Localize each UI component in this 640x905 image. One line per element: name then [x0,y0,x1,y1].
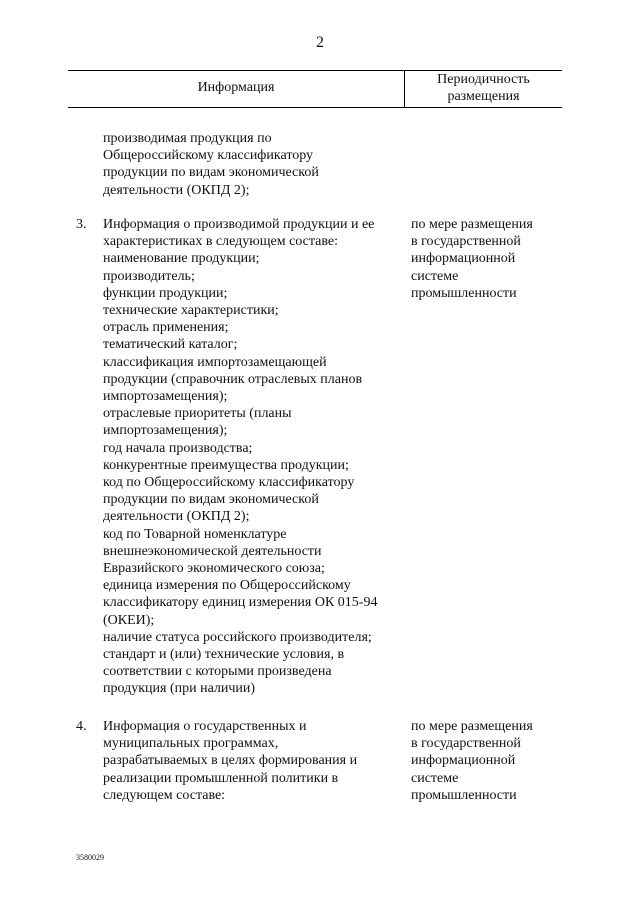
table-header [68,70,562,108]
header-info: Информация [197,80,275,95]
item-text: Информация о государственных и муниципальных программах, разрабатываемых в целях формирования и реализации промышленной политики в следующем составе: [103,719,358,803]
item-period: по мере размещения в государственной информационной системе промышленности [411,217,533,301]
item-number: 3. [76,217,87,232]
item-period: по мере размещения в государственной информационной системе промышленности [411,719,533,803]
page-number: 2 [316,34,324,51]
header-period: Периодичность размещения [437,72,530,104]
item-number: 4. [76,719,87,734]
footer-code: 3580029 [76,853,104,862]
continuation-text: производимая продукция по Общероссийскому классификатору продукции по видам экономической деятельности (ОКПД 2); [103,131,319,198]
item-text: Информация о производимой продукции и ее характеристиках в следующем составе: наименование продукции; производитель; функции продукции; технические характеристики; отрасль применения; тематический каталог; классификация импортозамещающей продукции (справочник отраслевых планов импортозамещения); отраслевые приоритеты (планы импортозамещения); год начала производства; конкурентные преимущества продукции; код по Общероссийскому классификатору продукции по видам экономической деятельности (ОКПД 2); код по Товарной номенклатуре внешнеэкономической деятельности Евразийского экономического союза; единица измерения по Общероссийскому классификатору единиц измерения ОК 015-94 (ОКЕИ); наличие статуса российского производителя; стандарт и (или) технические условия, в соответствии с которыми произведена продукция (при наличии) [103,217,378,697]
